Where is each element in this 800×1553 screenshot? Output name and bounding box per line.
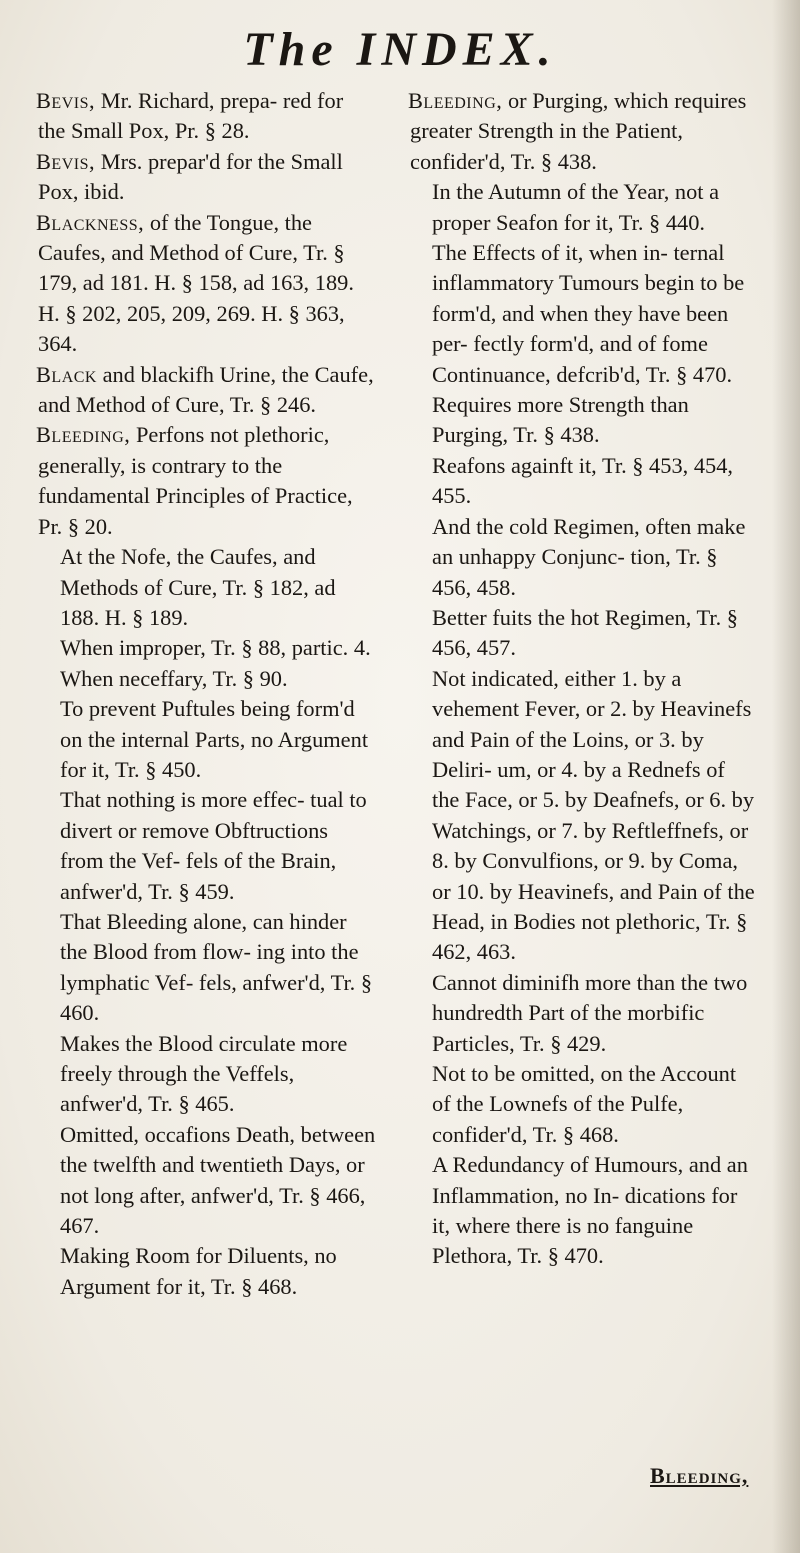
index-subentry: When improper, Tr. § 88, partic. 4. — [60, 635, 371, 661]
index-entry — [410, 86, 755, 177]
entry-headword: Bevis, — [36, 148, 96, 174]
entry-headword: Bleeding, — [408, 88, 503, 113]
index-subentry: That Bleeding alone, can hinder the Blood from flow- ing into the lymphatic Vef- fels, anfwer'd, Tr. § 460. — [60, 908, 373, 1026]
index-subentry: When neceffary, Tr. § 90. — [60, 665, 288, 691]
entry-headword: Black — [36, 361, 97, 387]
index-subentry: Makes the Blood circulate more freely through the Veffels, anfwer'd, Tr. § 465. — [60, 1030, 348, 1117]
index-subentry: Omitted, occafions Death, between the twelfth and twentieth Days, or not long after, anfwer'd, Tr. § 466, 467. — [60, 1121, 376, 1239]
index-entry — [38, 360, 376, 421]
page-edge-shadow — [772, 0, 800, 1553]
entry-headword: Bleeding, — [36, 422, 131, 448]
index-subentry: That nothing is more effec- tual to divert or remove Obftructions from the Vef- fels of the Brain, anfwer'd, Tr. § 459. — [60, 787, 367, 904]
index-subentry: The Effects of it, when in- ternal inflammatory Tumours begin to be form'd, and when they have been per- fectly form'd, and of fome Continuance, defcrib'd, Tr. § 470. — [432, 240, 745, 387]
index-entry — [38, 420, 376, 542]
right-column — [410, 86, 755, 1272]
index-subentry: In the Autumn of the Year, not a proper Seafon for it, Tr. § 440. — [432, 179, 720, 235]
index-subentry: Not indicated, either 1. by a vehement Fever, or 2. by Heavinefs and Pain of the Loins, or 3. by Deliri- um, or 4. by a Rednefs of the Face, or 5. by Deafnefs, or 6. by Watchings, or 7. by Reftleffnefs, or 8. by Convulfions, or 9. by Coma, or 10. by Heavinefs, and Pain of the Head, in Bodies not plethoric, Tr. § 462, 463. — [432, 665, 755, 965]
entry-text: Mr. Richard, prepa- red for the Small Pox, Pr. § 28. — [38, 88, 344, 144]
index-entry — [38, 86, 376, 147]
left-column — [38, 86, 376, 1302]
page-title: The INDEX. — [243, 23, 557, 76]
entry-text: Mrs. prepar'd for the Small Pox, ibid. — [38, 148, 343, 205]
index-subentry: Making Room for Diluents, no Argument for it, Tr. § 468. — [60, 1243, 337, 1299]
index-subentry: To prevent Puftules being form'd on the internal Parts, no Argument for it, Tr. § 450. — [60, 696, 369, 782]
entry-text: and blackifh Urine, the Caufe, and Method of Cure, Tr. § 246. — [38, 361, 374, 418]
entry-headword: Blackness, — [36, 209, 145, 235]
index-subentry: A Redundancy of Humours, and an Inflammation, no In- dications for it, where there is no fanguine Plethora, Tr. § 470. — [432, 1152, 748, 1269]
index-subentry: And the cold Regimen, often make an unhappy Conjunc- tion, Tr. § 456, 458. — [432, 513, 746, 600]
index-entry — [38, 208, 376, 360]
index-subentry: Cannot diminifh more than the two hundredth Part of the morbific Particles, Tr. § 429. — [432, 969, 748, 1056]
catchword: Bleeding, — [650, 1463, 749, 1488]
entry-text: Perfons not plethoric, generally, is contrary to the fundamental Principles of Practice, Pr. § 20. — [38, 422, 353, 539]
entry-text: of the Tongue, the Caufes, and Method of Cure, Tr. § 179, ad 181. H. § 158, ad 163, 189. H. § 202, 205, 209, 269. H. § 363, 364. — [38, 209, 354, 357]
entry-headword: Bevis, — [36, 88, 96, 113]
index-subentry: Requires more Strength than Purging, Tr. § 438. — [432, 392, 689, 448]
entry-text: or Purging, which requires greater Strength in the Patient, confider'd, Tr. § 438. — [410, 88, 747, 174]
index-subentry: At the Nofe, the Caufes, and Methods of Cure, Tr. § 182, ad 188. H. § 189. — [60, 544, 336, 630]
index-entry — [38, 147, 376, 208]
index-subentry: Not to be omitted, on the Account of the Lownefs of the Pulfe, confider'd, Tr. § 468. — [432, 1061, 737, 1147]
index-subentry: Reafons againft it, Tr. § 453, 454, 455. — [432, 452, 734, 509]
index-subentry: Better fuits the hot Regimen, Tr. § 456, 457. — [432, 604, 739, 661]
